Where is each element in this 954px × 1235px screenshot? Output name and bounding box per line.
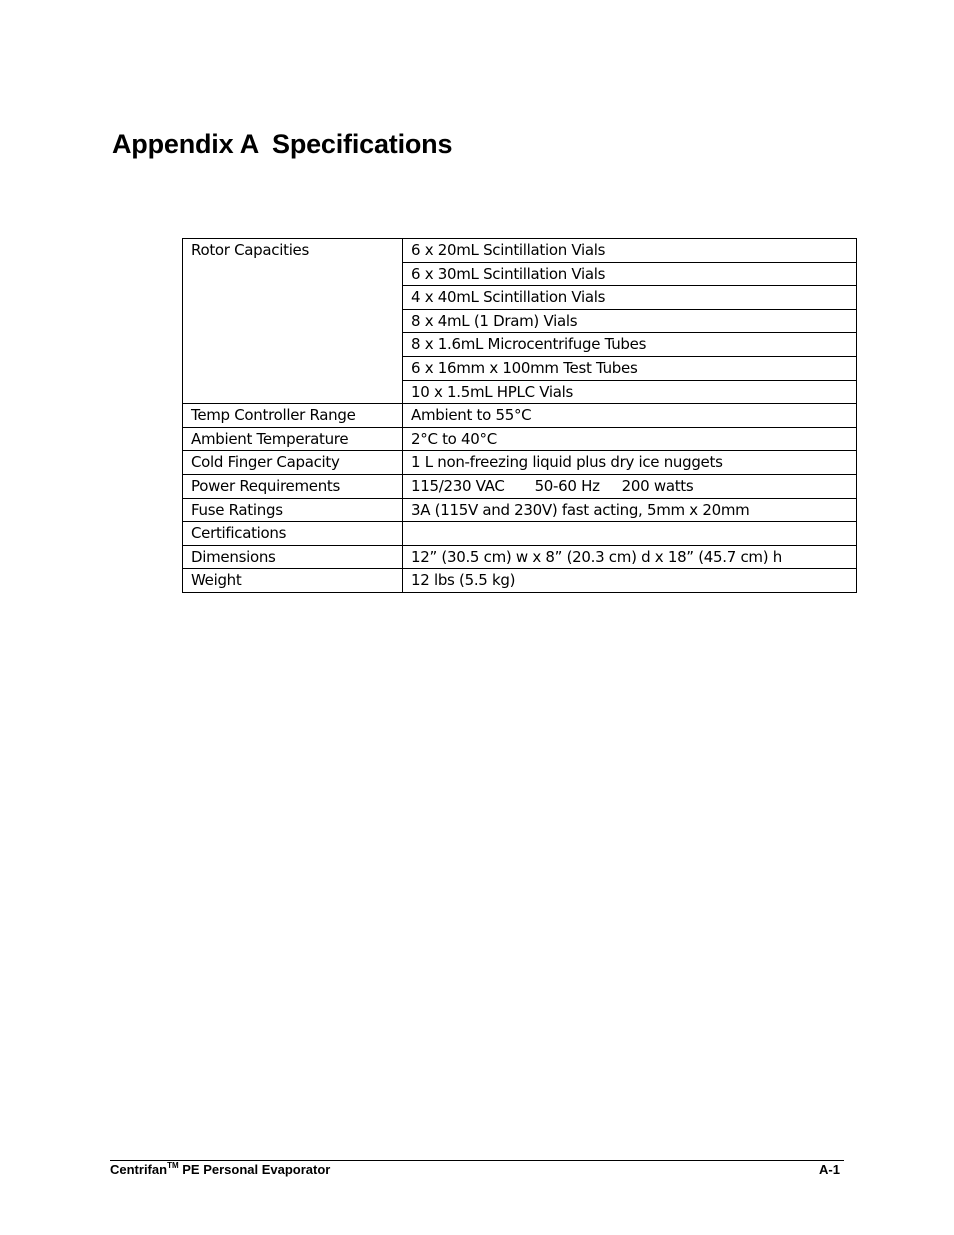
spec-value-rotor-item: 6 x 20mL Scintillation Vials xyxy=(403,239,857,263)
table-row xyxy=(183,569,857,593)
spec-value-temp-controller-range: Ambient to 55°C xyxy=(403,404,857,428)
table-row xyxy=(183,522,857,546)
spec-value-fuse-ratings: 3A (115V and 230V) fast acting, 5mm x 20mm xyxy=(403,498,857,522)
power-wattage: 200 watts xyxy=(621,476,694,495)
spec-label-power-requirements: Power Requirements xyxy=(183,474,403,498)
spec-value-certifications xyxy=(403,522,857,546)
spec-value-dimensions: 12” (30.5 cm) w x 8” (20.3 cm) d x 18” (45.7 cm) h xyxy=(403,545,857,569)
spec-label-temp-controller-range: Temp Controller Range xyxy=(183,404,403,428)
spec-value-rotor-item: 6 x 30mL Scintillation Vials xyxy=(403,262,857,286)
trademark-mark: TM xyxy=(167,1161,179,1170)
table-row xyxy=(183,239,857,263)
specifications-table xyxy=(182,238,857,593)
spec-value-rotor-item: 8 x 1.6mL Microcentrifuge Tubes xyxy=(403,333,857,357)
spec-label-cold-finger-capacity: Cold Finger Capacity xyxy=(183,451,403,475)
table-row xyxy=(183,451,857,475)
footer-product-name xyxy=(110,1162,330,1177)
spec-value-rotor-item: 4 x 40mL Scintillation Vials xyxy=(403,286,857,310)
spec-label-dimensions: Dimensions xyxy=(183,545,403,569)
table-row xyxy=(183,474,857,498)
spec-value-rotor-item: 6 x 16mm x 100mm Test Tubes xyxy=(403,356,857,380)
spec-label-ambient-temperature: Ambient Temperature xyxy=(183,427,403,451)
table-row xyxy=(183,545,857,569)
spec-value-ambient-temperature: 2°C to 40°C xyxy=(403,427,857,451)
appendix-label: Appendix A xyxy=(112,129,260,159)
page-heading xyxy=(112,129,452,160)
spec-label-weight: Weight xyxy=(183,569,403,593)
table-row xyxy=(183,427,857,451)
table-row xyxy=(183,404,857,428)
spec-value-rotor-item: 10 x 1.5mL HPLC Vials xyxy=(403,380,857,404)
spec-value-rotor-item: 8 x 4mL (1 Dram) Vials xyxy=(403,309,857,333)
spec-value-cold-finger-capacity: 1 L non-freezing liquid plus dry ice nuggets xyxy=(403,451,857,475)
spec-label-rotor-capacities: Rotor Capacities xyxy=(183,239,403,404)
footer-divider xyxy=(110,1160,844,1161)
footer-product: Centrifan xyxy=(110,1162,168,1177)
table-row xyxy=(183,498,857,522)
page-number: A-1 xyxy=(819,1162,840,1177)
power-frequency: 50-60 Hz xyxy=(534,476,600,495)
spec-value-weight: 12 lbs (5.5 kg) xyxy=(403,569,857,593)
footer-product-rest: PE Personal Evaporator xyxy=(178,1162,331,1177)
spec-value-power-requirements xyxy=(403,474,857,498)
power-voltage: 115/230 VAC xyxy=(411,476,505,495)
spec-label-fuse-ratings: Fuse Ratings xyxy=(183,498,403,522)
spec-label-certifications: Certifications xyxy=(183,522,403,546)
appendix-title: Specifications xyxy=(272,129,453,159)
